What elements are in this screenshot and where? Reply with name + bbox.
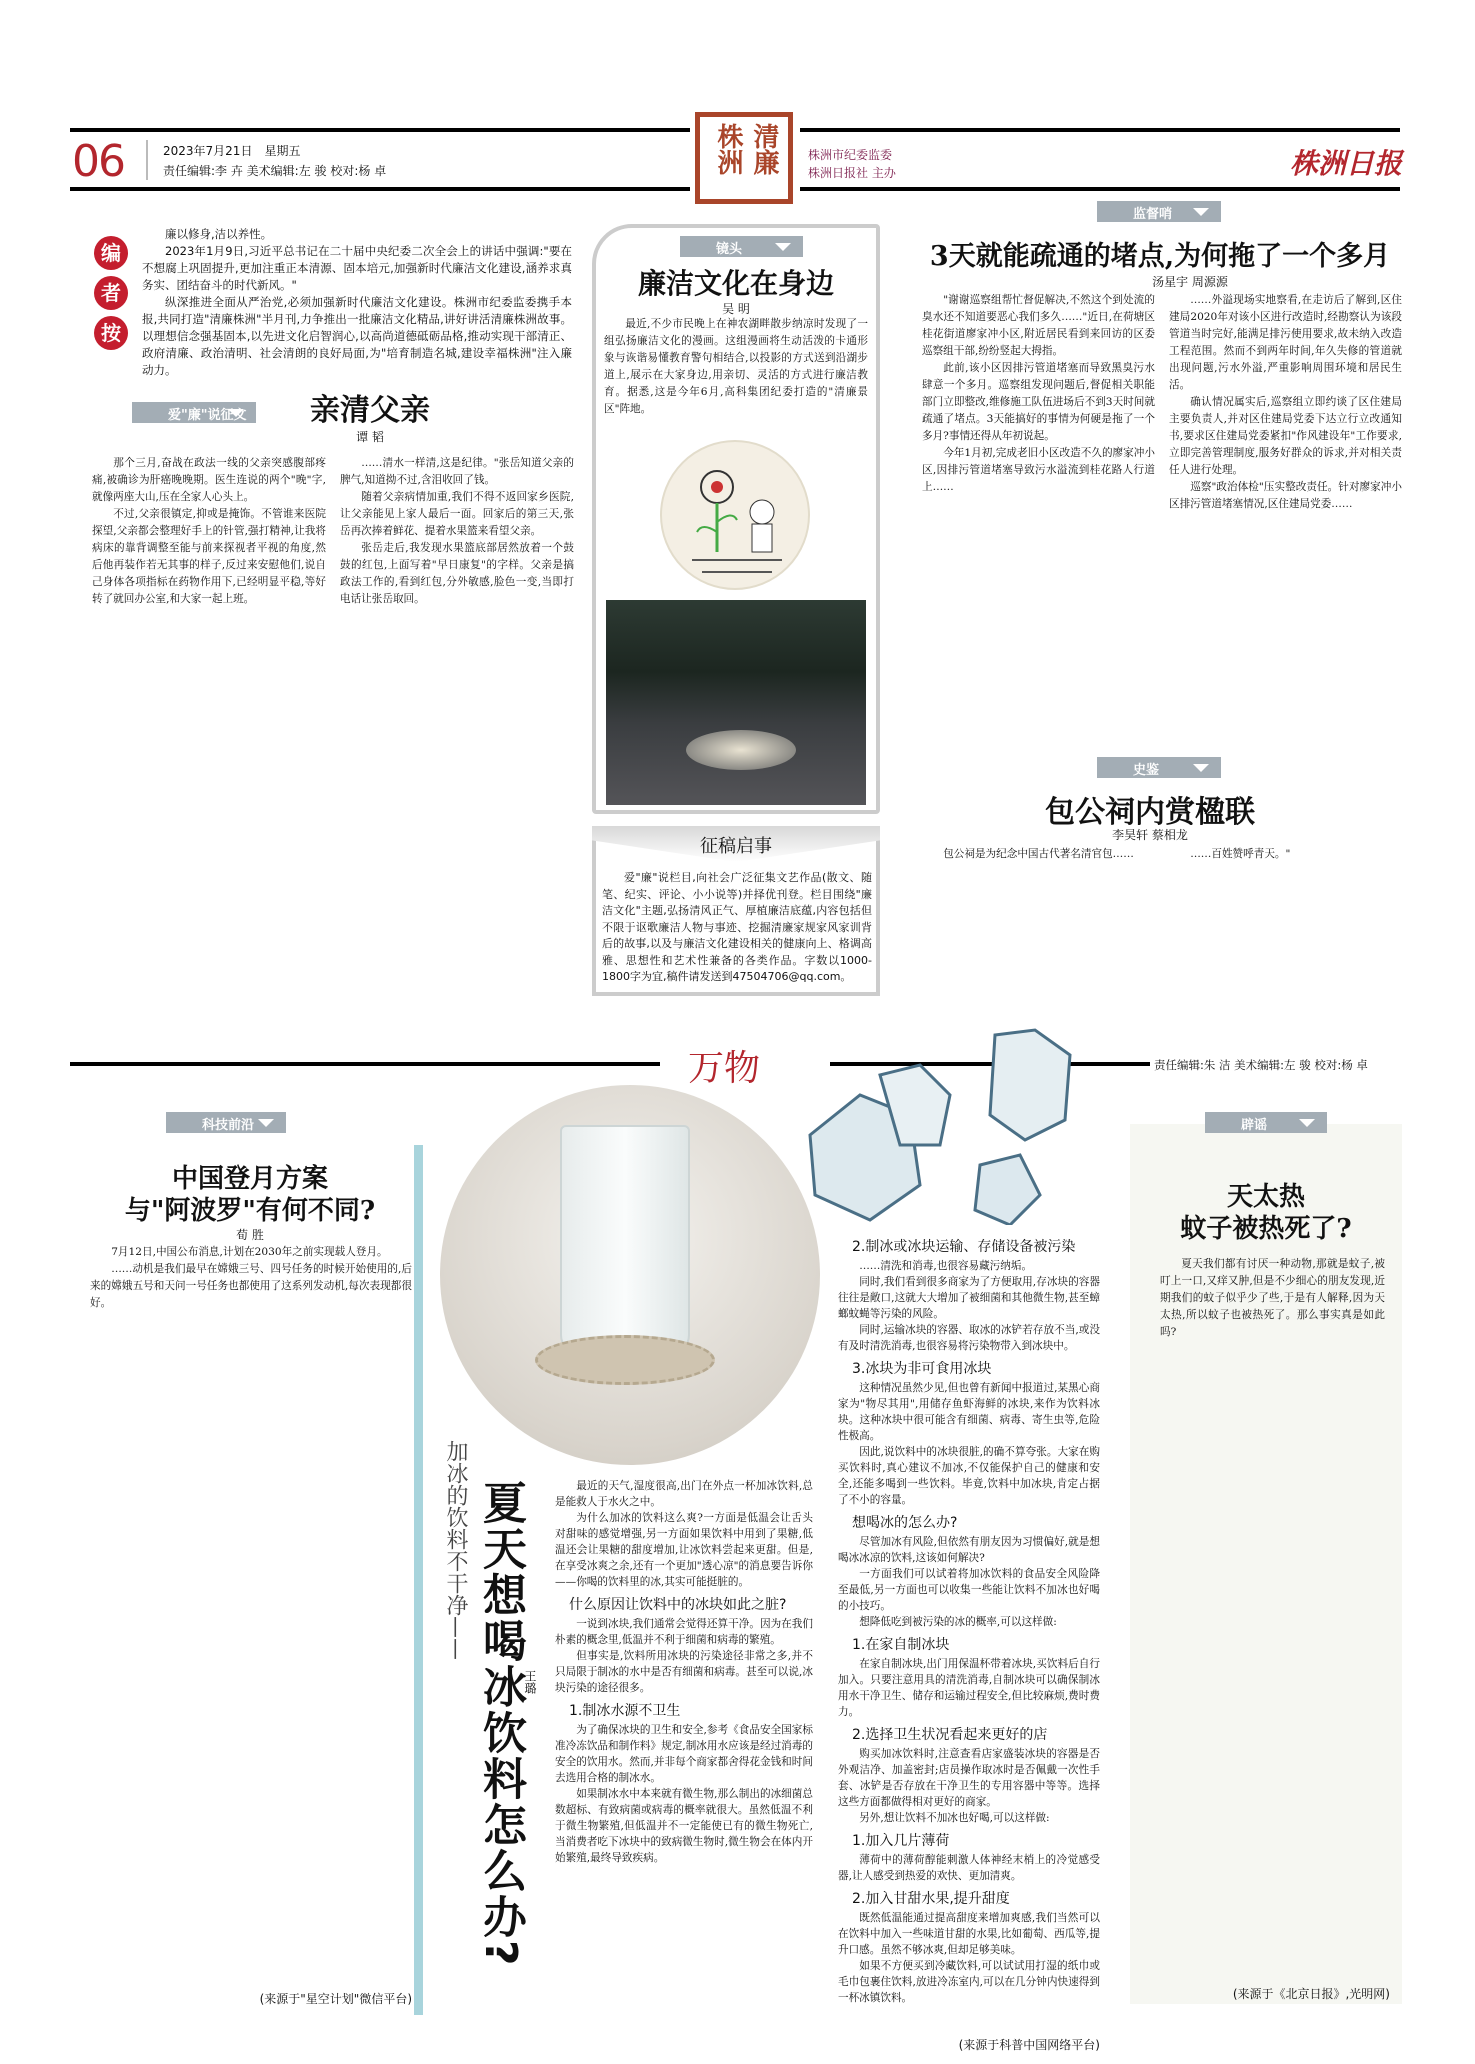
paragraph: 纵深推进全面从严治党,必须加强新时代廉洁文化建设。株洲市纪委监委携手本报,共同打造"清廉株洲"半月刊,力争推出一批廉洁文化精品,讲好讲活清廉株洲故事。以理想信念强基固本,以先进文化启智润心,以高尚道德砥砺品格,推动实现干部清正、政府清廉、政治清明、社会清朗的良好局面,为"培育制造名城,建设幸福株洲"注入廉动力。 (142, 295, 572, 377)
paragraph: 但事实是,饮料所用冰块的污染途径非常之多,并不只局限于制冰的水中是否有细菌和病毒。甚至可以说,冰块污染的途径很多。 (555, 1650, 813, 1694)
article-title: 廉洁文化在身边 (637, 267, 834, 300)
article-author: 李昊轩 蔡相龙 (1112, 828, 1188, 842)
subheading: 2.加入甘甜水果,提升甜度 (852, 1891, 1010, 1907)
subheading: 2.选择卫生状况看起来更好的店 (852, 1727, 1048, 1743)
divider (146, 140, 148, 180)
ice-cubes-illustration (790, 1025, 1090, 1225)
header-bottom-rule (70, 187, 690, 191)
paragraph: 如果制冰水中本来就有微生物,那么制出的冰细菌总数超标、有致病菌或病毒的概率就很大。虽然低温不利于微生物繁殖,但低温并不一定能使已有的微生物死亡,当消费者吃下冰块中的致病微生物时,微生物会在体内开始繁殖,最终导致疾病。 (555, 1788, 813, 1864)
section-tag-shijian (1097, 757, 1221, 778)
paragraph: 今年1月初,完成老旧小区改造不久的廖家冲小区,因排污管道堵塞导致污水溢流到桂花路人行道上…… (922, 447, 1155, 493)
paragraph: 包公祠是为纪念中国古代著名清官包…… (943, 848, 1134, 860)
organizer-2: 株洲日报社 主办 (808, 166, 896, 180)
issue-date: 2023年7月21日 星期五 (163, 144, 301, 158)
paragraph: 最近,不少市民晚上在神农湖畔散步纳凉时发现了一组弘扬廉洁文化的漫画。这组漫画将生动活泼的卡通形象与诙谐易懂教育警句相结合,以投影的方式送到沿湖步道上,展示在大家身边,用亲切、灵活的方式进行廉洁教育。据悉,这是今年6月,高科集团纪委打造的"清廉景区"阵地。 (604, 318, 868, 415)
article-title-line: 天太热 (1226, 1182, 1305, 1212)
paragraph: 一方面我们可以试着将加冰饮料的食品安全风险降至最低,另一方面也可以收集一些能让饮料不加冰也好喝的小技巧。 (838, 1568, 1100, 1612)
article-title-line: 与"阿波罗"有何不同? (124, 1196, 376, 1226)
article-source: (来源于"星空计划"微信平台) (259, 1992, 412, 2006)
paragraph: "谢谢巡察组帮忙督促解决,不然这个到处流的臭水还不知道要恶心我们多久……"近日,在荷塘区桂花街道廖家冲小区,附近居民看到来回访的区委巡察组干部,纷纷竖起大拇指。 (922, 294, 1155, 357)
article-body (92, 455, 574, 995)
subheading: 1.加入几片薄荷 (852, 1833, 950, 1849)
paragraph: 如果不方便买到冷藏饮料,可以试试用打湿的纸巾或毛巾包裹住饮料,放进冷冻室内,可以在几分钟内快速得到一杯冰镇饮料。 (838, 1960, 1100, 2004)
section-tag-keji (166, 1112, 286, 1133)
paragraph: ……外溢现场实地察看,在走访后了解到,区住建局2020年对该小区进行改造时,经勘察认为该段管道当时完好,能满足排污使用要求,故未纳入改造工程范围。然而不到两年时间,年久失修的管道就出现问题,污水外溢,严重影响周围环境和居民生活。 (1169, 294, 1402, 391)
header-top-rule (70, 128, 690, 132)
paragraph: 不过,父亲很镇定,抑或是掩饰。不管谁来医院探望,父亲都会整理好手上的针管,强打精神,让我将病床的靠背调整至能与前来探视者平视的角度,然后他再装作若无其事的样子,反过来安慰他们,说自己身体各项指标在药物作用下,已经明显平稳,等好转了就回办公室,和大家一起上班。 (92, 508, 326, 605)
paragraph: 薄荷中的薄荷醇能刺激人体神经末梢上的冷觉感受器,让人感受到热爱的欢快、更加清爽。 (838, 1854, 1100, 1882)
subheading: 1.在家自制冰块 (852, 1637, 950, 1653)
section-tag-piyao (1205, 1112, 1327, 1133)
chevron-down-icon (1193, 764, 1209, 772)
article-body (922, 292, 1402, 742)
call-for-papers-title: 征稿启事 (700, 836, 772, 857)
chevron-down-icon (228, 409, 244, 417)
paragraph: 随着父亲病情加重,我们不得不返回家乡医院,让父亲能见上家人最后一面。回家后的第三天,张岳再次捧着鲜花、提着水果篮来看望父亲。 (340, 491, 574, 537)
header-bottom-rule (800, 187, 1400, 191)
article-title: 包公祠内赏楹联 (1045, 795, 1255, 830)
tag-label: 史鉴 (1133, 763, 1160, 778)
paragraph: ……清洗和消毒,也很容易藏污纳垢。 (859, 1260, 1033, 1272)
article-source: (来源于《北京日报》,光明网) (1232, 1987, 1390, 2001)
organizer-1: 株洲市纪委监委 (808, 148, 893, 162)
header-editors: 责任编辑:李 卉 美术编辑:左 骏 校对:杨 卓 (163, 164, 387, 178)
paragraph: 购买加冰饮料时,注意查看店家盛装冰块的容器是否外观洁净、加盖密封;店员操作取冰时是否佩戴一次性手套、冰铲是否存放在干净卫生的专用容器中等等。选择这些方面都做得相对更好的商家。 (838, 1748, 1100, 1808)
chevron-down-icon (1193, 208, 1209, 216)
paragraph: ……清水一样清,这是纪律。"张岳知道父亲的脾气,知道拗不过,含泪收回了钱。 (340, 457, 574, 486)
editor-note-badge: 编 (94, 236, 128, 270)
tag-label: 爱"廉"说征文 (168, 408, 247, 423)
paragraph: 确认情况属实后,巡察组立即约谈了区住建局主要负责人,并对区住建局党委下达立行立改通知书,要求区住建局党委紧扣"作风建设年"工作要求,立即完善管理制度,服务好群众的诉求,并对相关责任人进行处理。 (1169, 396, 1402, 476)
paragraph: 另外,想让饮料不加冰也好喝,可以这样做: (859, 1812, 1050, 1824)
section-tag-aillian (132, 402, 256, 423)
article-title: 亲清父亲 (310, 393, 430, 428)
paragraph: 在家自制冰块,出门用保温杯带着冰块,买饮料后自行加入。只要注意用具的清洗消毒,自制冰块可以确保制冰用水干净卫生、储存和运输过程安全,但比较麻烦,费时费力。 (838, 1658, 1100, 1718)
column-logo-seal (695, 112, 793, 204)
paragraph: 想降低吃到被污染的冰的概率,可以这样做: (859, 1616, 1057, 1628)
tag-label: 科技前沿 (202, 1118, 255, 1133)
column-logo-text: 清廉株洲 (713, 123, 779, 175)
paragraph: 尽管加冰有风险,但依然有朋友因为习惯偏好,就是想喝冰冰凉的饮料,这该如何解决? (838, 1536, 1100, 1564)
paragraph: 2023年1月9日,习近平总书记在二十届中央纪委二次全会上的讲话中强调:"要在不想腐上巩固提升,更加注重正本清源、固本培元,加强新时代廉洁文化建设,涵养求真务实、团结奋斗的时代新风。" (142, 244, 572, 292)
cartoon-illustration (660, 440, 810, 590)
subheading: 2.制冰或冰块运输、存储设备被污染 (852, 1239, 1076, 1255)
paragraph: 最近的天气,湿度很高,出门在外点一杯加冰饮料,总是能救人于水火之中。 (555, 1480, 813, 1508)
chevron-down-icon (1299, 1119, 1315, 1127)
article-body (922, 846, 1402, 996)
tag-label: 辟谣 (1241, 1118, 1268, 1133)
accent-bar (414, 1145, 423, 2015)
paragraph: 因此,说饮料中的冰块很脏,的确不算夸张。大家在购买饮料时,真心建议不加冰,不仅能保护自己的健康和安全,还能多喝到一些饮料。毕竟,饮料中加冰块,肯定占据了不小的容量。 (838, 1446, 1100, 1506)
editor-note-badge: 按 (94, 316, 128, 350)
section-tag-jingtou (680, 236, 803, 257)
paragraph: 7月12日,中国公布消息,计划在2030年之前实现载人登月。 (111, 1246, 388, 1258)
paragraph: 张岳走后,我发现水果篮底部居然放着一个鼓鼓的红包,上面写着"早日康复"的字样。父亲是搞政法工作的,看到红包,分外敏感,脸色一变,当即打电话让张岳取回。 (340, 542, 574, 605)
paragraph: 同时,我们看到很多商家为了方便取用,存冰块的容器往往是敞口,这就大大增加了被细菌和其他微生物,甚至蟑螂蚊蝇等污染的风险。 (838, 1276, 1100, 1320)
paragraph: 那个三月,奋战在政法一线的父亲突感腹部疼痛,被确诊为肝癌晚晚期。医生连说的两个"晚"字,就像两座大山,压在全家人心头上。 (92, 457, 326, 503)
section-rule (70, 1062, 660, 1066)
paragraph: ……百姓赞呼青天。" (1190, 848, 1291, 860)
article-author: 谭 韬 (356, 430, 384, 444)
article-body (1160, 1256, 1385, 1341)
header-top-rule (800, 128, 1400, 132)
article-body-column-2 (838, 1232, 1100, 2006)
paragraph: 夏天我们都有讨厌一种动物,那就是蚊子,被叮上一口,又痒又肿,但是不少细心的朋友发现,近期我们的蚊子似乎少了些,于是有人解释,因为天太热,所以蚊子也被热死了。那么事实真是如此吗? (1160, 1258, 1385, 1338)
section-tag-jianduxiao (1097, 201, 1221, 222)
subheading: 1.制冰水源不卫生 (569, 1703, 681, 1719)
coaster (535, 1335, 715, 1385)
article-author: 荀 胜 (236, 1228, 264, 1242)
paper-logo: 株洲日报 (1290, 147, 1403, 180)
editor-note (142, 226, 572, 379)
iced-drink-photo (440, 1085, 820, 1465)
subheading: 3.冰块为非可食用冰块 (852, 1361, 992, 1377)
night-lakeside-photo (606, 600, 866, 805)
article-author: 汤星宇 周源源 (1152, 275, 1228, 289)
article-author: 王璐 (523, 1670, 537, 1694)
article-title: 夏天想喝冰饮料怎么办? (475, 1480, 526, 1968)
paragraph: 廉以修身,洁以养性。 (165, 227, 273, 241)
paragraph: 为什么加冰的饮料这么爽?一方面是低温会让舌头对甜味的感觉增强,另一方面如果饮料中用到了果糖,低温还会让果糖的甜度增加,让冰饮料尝起来更甜。但是,在享受冰爽之余,还有一个更加"透心凉"的消息要告诉你——你喝的饮料里的冰,其实可能挺脏的。 (555, 1512, 813, 1588)
paragraph: 巡察"政治体检"压实整改责任。针对廖家冲小区排污管道堵塞情况,区住建局党委…… (1169, 481, 1402, 510)
paragraph: 既然低温能通过提高甜度来增加爽感,我们当然可以在饮料中加入一些味道甘甜的水果,比如葡萄、西瓜等,提升口感。虽然不够冰爽,但却足够美味。 (838, 1912, 1100, 1956)
article-source: (来源于科普中国网络平台) (958, 2038, 1100, 2052)
paragraph: 同时,运输冰块的容器、取冰的冰铲若存放不当,或没有及时清洗消毒,也很容易将污染物带入到冰块中。 (838, 1324, 1100, 1352)
article-body (604, 316, 868, 418)
paragraph: 为了确保冰块的卫生和安全,参考《食品安全国家标准冷冻饮品和制作料》规定,制冰用水应该是经过消毒的安全的饮用水。然而,并非每个商家都舍得花金钱和时间去选用合格的制冰水。 (555, 1724, 813, 1784)
call-for-papers-text: 爱"廉"说栏目,向社会广泛征集文艺作品(散文、随笔、纪实、评论、小小说等)并择优刊登。栏目围绕"廉洁文化"主题,弘扬清风正气、厚植廉洁底蕴,内容包括但不限于讴歌廉洁人物与事迹、挖掘清廉家规家风家训背后的故事,以及与廉洁文化建设相关的健康向上、格调高雅、思想性和艺术性兼备的各类作品。字数以1000-1800字为宜,稿件请发送到47504706@qq.com。 (602, 871, 872, 983)
paragraph: ……动机是我们最早在嫦娥三号、四号任务的时候开始使用的,后来的嫦娥五号和天问一号任务也都使用了这系列发动机,每次表现都很好。 (90, 1263, 412, 1309)
section-title: 万物 (688, 1048, 761, 1089)
projection-spot (686, 730, 796, 770)
subheading: 什么原因让饮料中的冰块如此之脏? (569, 1597, 787, 1613)
paragraph: 这种情况虽然少见,但也曾有新闻中报道过,某黑心商家为"物尽其用",用储存鱼虾海鲜的冰块,来作为饮料冰块。这种冰块中很可能含有细菌、病毒、寄生虫等,危险性极高。 (838, 1382, 1100, 1442)
article-author: 吴 明 (722, 302, 750, 316)
chevron-down-icon (775, 243, 791, 251)
paragraph: 此前,该小区因排污管道堵塞而导致黑臭污水肆意一个多月。巡察组发现问题后,督促相关职能部门立即整改,维修施工队伍进场后不到3天时间就疏通了堵点。3天能搞好的事情为何硬是拖了一个多月?事情还得从年初说起。 (922, 362, 1155, 442)
article-title-line: 中国登月方案 (171, 1164, 328, 1194)
tag-label: 镜头 (716, 242, 743, 257)
article-body (90, 1244, 412, 1312)
section-editors: 责任编辑:朱 洁 美术编辑:左 骏 校对:杨 卓 (1150, 1057, 1368, 1073)
page-number: 06 (72, 136, 124, 187)
article-body-column-1 (555, 1478, 813, 1866)
editor-note-badge: 者 (94, 276, 128, 310)
subheading: 想喝冰的怎么办? (852, 1515, 958, 1531)
article-title-line: 蚊子被热死了? (1180, 1214, 1352, 1244)
paragraph: 一说到冰块,我们通常会觉得还算干净。因为在我们朴素的概念里,低温并不利于细菌和病毒的繁殖。 (555, 1618, 813, 1646)
chevron-down-icon (258, 1119, 274, 1127)
glass (560, 1125, 690, 1355)
article-subtitle: 加冰的饮料不干净—— (443, 1440, 468, 1660)
tag-label: 监督哨 (1133, 207, 1173, 222)
article-title: 3天就能疏通的堵点,为何拖了一个多月 (929, 241, 1391, 272)
